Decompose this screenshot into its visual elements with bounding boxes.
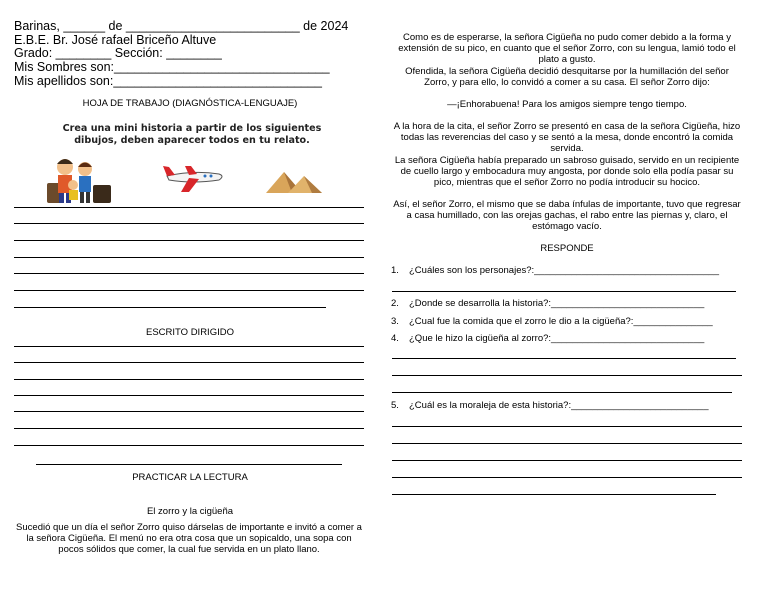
writing-line[interactable] bbox=[14, 346, 364, 347]
story-paragraph-1: Sucedió que un día el señor Zorro quiso dárselas de importante e invitó a comer a la señora Cigüeña. El menú no era otra cosa que un sopicaldo, una sopa con pocos sólidos que comer, la cual fue servida en un plato llano. bbox=[16, 522, 362, 555]
header-names-line: Mis Sombres son:_______________________________ bbox=[14, 60, 330, 74]
answer-line[interactable] bbox=[392, 460, 742, 461]
story-paragraph-5: A la hora de la cita, el señor Zorro se presentó en casa de la señora Cigüeña, hizo todas las reverencias del caso y se sentó a la mesa, donde encontró la comida servida. bbox=[393, 121, 741, 154]
answer-line[interactable] bbox=[392, 358, 736, 359]
pyramids-image bbox=[266, 166, 324, 194]
writing-line[interactable] bbox=[14, 411, 364, 412]
writing-line[interactable] bbox=[14, 307, 326, 308]
question-number: 4. bbox=[391, 333, 399, 344]
story-paragraph-7: Así, el señor Zorro, el mismo que se daba ínfulas de importante, tuvo que regresar a casa humillado, con las orejas gachas, el rabo entre las piernas y, claro, el estómago vacío. bbox=[393, 199, 741, 232]
answer-line[interactable] bbox=[392, 443, 742, 444]
question-1 bbox=[391, 265, 719, 276]
question-number: 5. bbox=[391, 400, 399, 411]
story-paragraph-3: Ofendida, la señora Cigüeña decidió desquitarse por la humillación del señor Zorro, y para ello, lo convidó a comer a su casa. El señor Zorro dijo: bbox=[405, 66, 729, 88]
escrito-title: ESCRITO DIRIGIDO bbox=[146, 327, 234, 338]
header-date-line: Barinas, ______ de _________________________ de 2024 bbox=[14, 19, 349, 33]
question-text: ¿Cuáles son los personajes?:___________________________________ bbox=[409, 265, 720, 276]
question-number: 3. bbox=[391, 316, 399, 327]
header-surnames-line: Mis apellidos son:______________________________ bbox=[14, 74, 322, 88]
answer-line[interactable] bbox=[392, 494, 716, 495]
responde-title: RESPONDE bbox=[540, 243, 594, 254]
answer-line[interactable] bbox=[392, 375, 742, 376]
writing-line[interactable] bbox=[14, 223, 364, 224]
writing-line[interactable] bbox=[14, 395, 364, 396]
worksheet-instruction: Crea una mini historia a partir de los siguientes dibujos, deben aparecer todos en tu relato. bbox=[62, 123, 322, 146]
writing-line[interactable] bbox=[14, 273, 364, 274]
answer-line[interactable] bbox=[392, 291, 736, 292]
question-number: 2. bbox=[391, 298, 399, 309]
lectura-title: PRACTICAR LA LECTURA bbox=[132, 472, 248, 483]
writing-line[interactable] bbox=[14, 362, 364, 363]
writing-line[interactable] bbox=[14, 240, 364, 241]
question-text: ¿Donde se desarrolla la historia?:_____________________________ bbox=[409, 298, 705, 309]
header-school-line: E.B.E. Br. José rafael Briceño Altuve bbox=[14, 33, 217, 47]
answer-line[interactable] bbox=[392, 392, 732, 393]
worksheet-title: HOJA DE TRABAJO (DIAGNÓSTICA-LENGUAJE) bbox=[82, 98, 298, 109]
writing-line[interactable] bbox=[14, 290, 364, 291]
question-5 bbox=[391, 400, 708, 411]
question-text: ¿Cual fue la comida que el zorro le dio a la cigüeña?:_______________ bbox=[409, 316, 713, 327]
question-4 bbox=[391, 333, 704, 344]
writing-line[interactable] bbox=[14, 428, 364, 429]
story-title: El zorro y la cigüeña bbox=[146, 506, 234, 517]
family-travel-image bbox=[45, 155, 113, 205]
writing-line[interactable] bbox=[14, 207, 364, 208]
header-grade-line: Grado: ________ Sección: ________ bbox=[14, 46, 222, 60]
story-paragraph-4: —¡Enhorabuena! Para los amigos siempre tengo tiempo. bbox=[447, 99, 687, 110]
question-text: ¿Cuál es la moraleja de esta historia?:__________________________ bbox=[409, 400, 709, 411]
answer-line[interactable] bbox=[392, 477, 742, 478]
writing-line[interactable] bbox=[36, 464, 342, 465]
question-text: ¿Que le hizo la cigüeña al zorro?:_____________________________ bbox=[409, 333, 705, 344]
question-number: 1. bbox=[391, 265, 399, 276]
question-2 bbox=[391, 298, 704, 309]
story-paragraph-2: Como es de esperarse, la señora Cigüeña no pudo comer debido a la forma y extensión de su pico, en cuanto que el señor Zorro, con su lengua, lamió todo el plato a gusto. bbox=[398, 32, 736, 65]
writing-line[interactable] bbox=[14, 257, 364, 258]
writing-line[interactable] bbox=[14, 379, 364, 380]
story-paragraph-6: La señora Cigüeña había preparado un sabroso guisado, servido en un recipiente de cuello largo y embocadura muy angosta, por donde solo ella podía pasar su pico, mientras que el señor Zorro no podía introducir su hocico. bbox=[394, 155, 740, 188]
writing-line[interactable] bbox=[14, 445, 364, 446]
airplane-image bbox=[163, 162, 225, 194]
question-3 bbox=[391, 316, 713, 327]
answer-line[interactable] bbox=[392, 426, 742, 427]
